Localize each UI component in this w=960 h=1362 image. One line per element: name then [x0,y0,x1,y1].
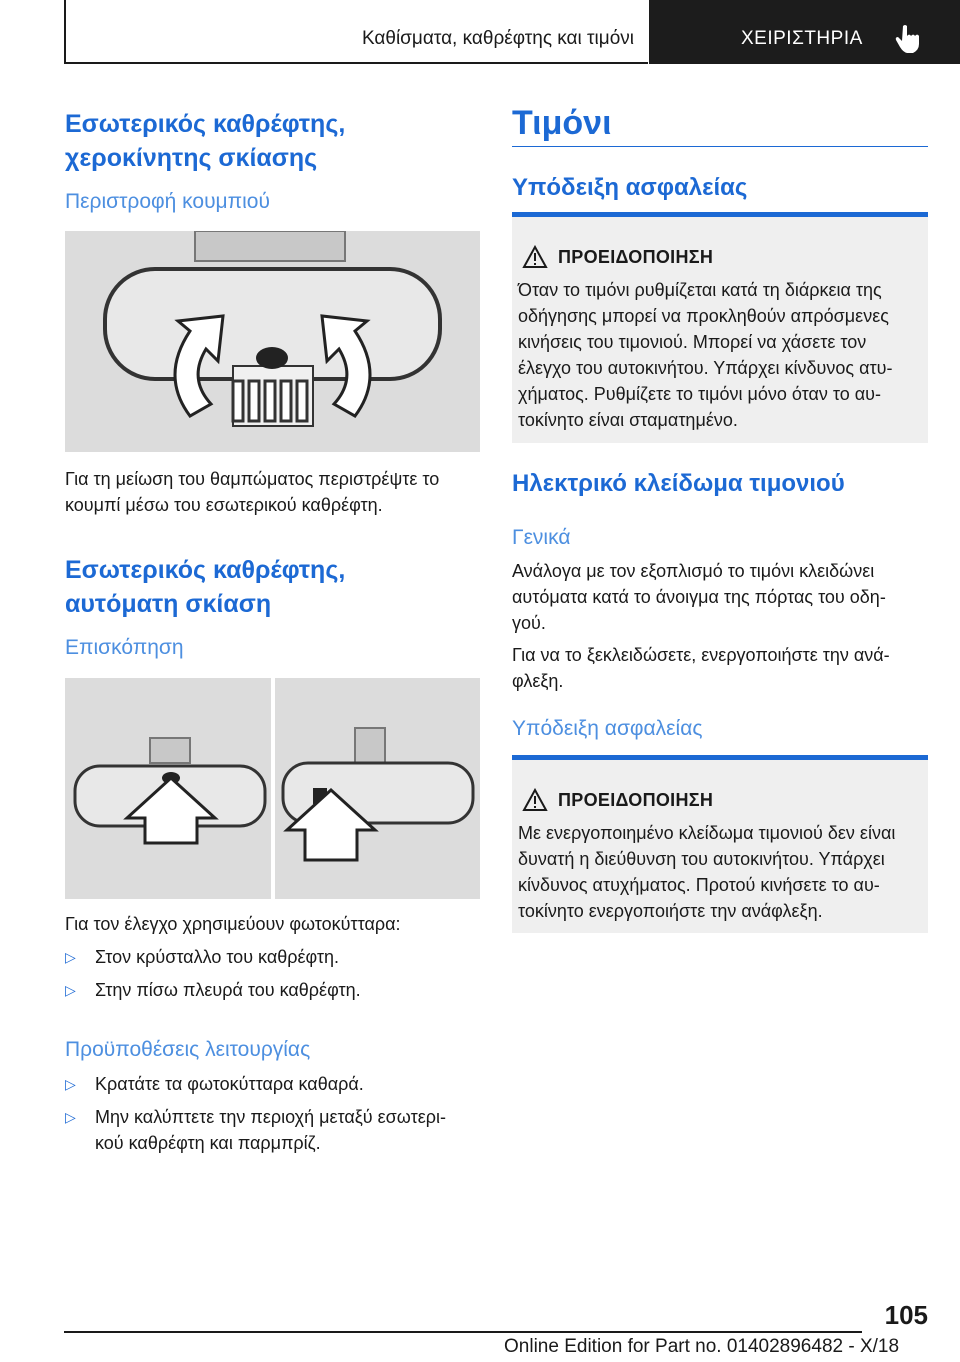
mirror-photocells-image [65,678,480,899]
left-sec1-paragraph-line2: κουμπί μέσω του εσωτερικού καθρέφτη. [65,495,383,515]
right-lock-title: Ηλεκτρικό κλείδωμα τιμονιού [512,470,845,497]
left-sec2-title-line2: αυτόματη σκίαση [65,590,272,618]
right-main-title: Τιμόνι [512,104,612,142]
left-sec1-title-line1: Εσωτερικός καθρέφτης, [65,110,346,138]
warning-text-line: έλεγχο του αυτοκινήτου. Υπάρχει κίνδυνος ατυ- [518,358,893,378]
list-item-text: Κρατάτε τα φωτοκύτταρα καθαρά. [95,1074,364,1094]
list-item [65,1071,480,1097]
header-chapter-label: ΧΕΙΡΙΣΤΗΡΙΑ [741,28,863,49]
list-item [65,977,480,1003]
list-item-text [95,1104,480,1156]
warning-text-line: τοκίνητο είναι σταματημένο. [518,410,738,430]
header-section-box [64,0,648,64]
warning-text [518,820,924,924]
paragraph-line: αυτόματα κατά το άνοιγμα της πόρτας του οδη- [512,587,886,607]
paragraph-line: φλεξη. [512,671,564,691]
left-sec1-paragraph [65,466,480,518]
left-sec2-title-line1: Εσωτερικός καθρέφτης, [65,556,346,584]
list-item-text: Στον κρύσταλλο του καθρέφτη. [95,947,340,967]
warning-text-line: Με ενεργοποιημένο κλείδωμα τιμονιού δεν είναι [518,823,896,843]
right-general-paragraph2 [512,642,928,694]
paragraph-line: Για να το ξεκλειδώσετε, ενεργοποιήστε την ανά- [512,645,890,665]
bullet-triangle-icon: ▷ [65,1076,76,1092]
warning-label: ΠΡΟΕΙΔΟΠΟΙΗΣΗ [558,790,714,810]
warning-text [518,277,924,433]
warning-triangle-icon [522,245,548,269]
warning-text-line: οδήγησης μπορεί να προκληθούν απρόσμενες [518,306,889,326]
right-safety-title: Υπόδειξη ασφαλείας [512,174,748,201]
footer-divider [64,1331,862,1333]
list-item-text-line2: κού καθρέφτη και παρμπρίζ. [95,1133,321,1153]
bullet-triangle-icon: ▷ [65,982,76,998]
left-sec1-title-line2: χεροκίνητης σκίασης [65,144,318,172]
left-sec1-title [65,107,345,175]
right-general-subtitle: Γενικά [512,526,571,549]
bullet-triangle-icon: ▷ [65,949,76,965]
warning-box [512,212,928,443]
warning-triangle-icon [522,788,548,812]
left-sec2-subtitle: Επισκόπηση [65,636,184,659]
warning-text-line: κίνδυνος ατυχήματος. Προτού κινήσετε το αυ- [518,875,880,895]
warning-label: ΠΡΟΕΙΔΟΠΟΙΗΣΗ [558,247,714,267]
list-item-text: Στην πίσω πλευρά του καθρέφτη. [95,980,361,1000]
warning-text-line: κινήσεις του τιμονιού. Μπορεί να χάσετε τον [518,332,867,352]
warning-text-line: χήματος. Ρυθμίζετε το τιμόνι μόνο όταν το αυ- [518,384,881,404]
footer-edition: Online Edition for Part no. 01402896482 - X/18 [504,1336,900,1357]
header-section-title: Καθίσματα, καθρέφτης και τιμόνι [361,28,634,49]
hand-pointer-icon [895,24,921,54]
left-sec2-paragraph: Για τον έλεγχο χρησιμεύουν φωτοκύτταρα: [65,914,401,934]
mirror-dimming-knob-image [65,231,480,452]
left-sec1-paragraph-line1: Για τη μείωση του θαμπώματος περιστρέψτε το [65,469,440,489]
list-item [65,944,480,970]
paragraph-line: Ανάλογα με τον εξοπλισμό το τιμόνι κλειδώνει [512,561,875,581]
warning-header [512,247,928,271]
left-sec2-title [65,553,345,621]
bullet-triangle-icon: ▷ [65,1109,76,1125]
left-sec1-subtitle: Περιστροφή κουμπιού [65,190,270,213]
left-sec3-subtitle: Προϋποθέσεις λειτουργίας [65,1038,311,1061]
header-chapter-box [649,0,960,64]
warning-text-line: τοκίνητο ενεργοποιήστε την ανάφλεξη. [518,901,823,921]
warning-text-line: Όταν το τιμόνι ρυθμίζεται κατά τη διάρκεια της [518,280,882,300]
list-item-text-line1: Μην καλύπτετε την περιοχή μεταξύ εσωτερι- [95,1107,446,1127]
page-number: 105 [884,1300,928,1330]
list-item [65,1104,480,1156]
paragraph-line: γού. [512,613,546,633]
warning-text-line: δυνατή η διεύθυνση του αυτοκινήτου. Υπάρχει [518,849,885,869]
right-general-paragraph1 [512,558,928,636]
warning-header [512,790,928,814]
warning-box [512,755,928,933]
title-divider [512,146,928,147]
right-safety-subtitle2: Υπόδειξη ασφαλείας [512,717,703,740]
